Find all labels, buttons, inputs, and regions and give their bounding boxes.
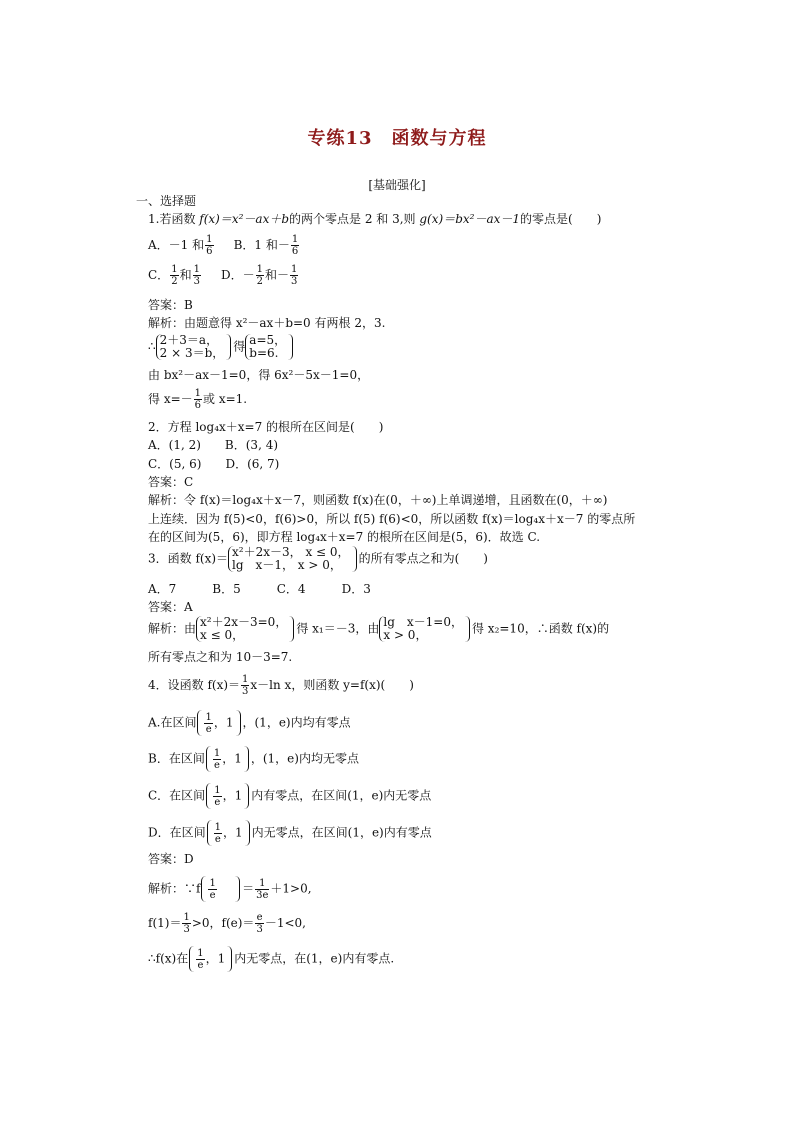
q4-option-a: A.在区间 $\frac{1}{e}$ ，1 ，(1，e)内均有零点 <box>148 711 351 735</box>
q4-solution-line2: f(1)＝ $\frac{1}{3}$ >0，f(e)＝ $\frac{e}{3}$ －1<0, <box>148 912 306 935</box>
q3-solution-line1: 解析：由 x²＋2x－3=0， x ≤ 0， 得 x₁＝－3，由 lg x－1=0， x > 0， 得 x₂=10，∴函数 f(x)的 <box>148 615 610 642</box>
q3-options: A．7 B．5 C．4 D．3 <box>148 582 371 596</box>
q2-solution-line2: 上连续．因为 f(5)<0，f(6)>0，所以 f(5) f(6)<0，所以函数 f(x)＝log₄x＋x－7 的零点所 <box>148 512 636 526</box>
q1-solution-system: ∴ 2＋3＝a， 2 × 3＝b， 得 a=5， b=6. <box>148 334 295 360</box>
q4-stem: 4．设函数 f(x)＝ $\frac{1}{3}$ x－ln x，则函数 y=f(x)( ) <box>148 674 414 697</box>
q4-option-b: B．在区间 $\frac{1}{e}$ ，1 ，(1，e)内均无零点 <box>148 747 359 771</box>
page-title: 专练13 函数与方程 <box>307 128 487 149</box>
q4-solution-line3: ∴f(x)在 $\frac{1}{e}$ ，1 内无零点，在(1，e)内有零点. <box>148 947 395 971</box>
q1-solution-line1: 解析：由题意得 x²－ax＋b=0 有两根 2，3. <box>148 316 386 330</box>
q3-stem: 3．函数 f(x)＝ x²＋2x－3， x ≤ 0， lg x－1， x > 0， 的所有零点之和为( ) <box>148 545 488 572</box>
q1-solution-line3: 由 bx²－ax－1=0，得 6x²－5x－1=0， <box>148 368 370 382</box>
q4-solution-line1: 解析：∵f $\frac{1}{e}$ ＝ $\frac{1}{3e}$ ＋1>0, <box>148 877 312 901</box>
q2-answer: 答案：C <box>148 475 194 489</box>
q4-answer: 答案：D <box>148 852 194 866</box>
q3-answer: 答案：A <box>148 600 193 614</box>
q1-answer: 答案：B <box>148 298 193 312</box>
q2-stem: 2．方程 log₄x＋x=7 的根所在区间是( ) <box>148 420 384 434</box>
section-heading: 一、选择题 <box>136 194 197 208</box>
q4-option-d: D．在区间 $\frac{1}{e}$ ，1 内无零点，在区间(1，e)内有零点 <box>148 821 432 845</box>
q2-options-cd: C．(5, 6) D．(6, 7) <box>148 457 280 471</box>
q4-option-c: C．在区间 $\frac{1}{e}$ ，1 内有零点，在区间(1，e)内无零点 <box>148 784 432 808</box>
q2-solution-line3: 在的区间为(5，6)，即方程 log₄x＋x=7 的根所在区间是(5，6)．故选 C. <box>148 530 541 544</box>
q3-solution-line2: 所有零点之和为 10－3=7. <box>148 650 293 664</box>
q1-solution-line4: 得 x=－ $\frac{1}{6}$ 或 x=1. <box>148 388 248 411</box>
q1-options-ab: A．－1 和 $\frac{1}{6}$ B．1 和－ $\frac{1}{6}$ <box>148 234 299 257</box>
q1-options-cd: C． $\frac{1}{2}$ 和 $\frac{1}{3}$ D．－ $\frac{1}{2}$ 和－ $\frac{1}{3}$ <box>148 264 298 287</box>
q1-stem: 1.若函数 f(x)＝x²－ax＋b的两个零点是 2 和 3,则 g(x)＝bx²－ax－1的零点是( ) <box>148 212 602 226</box>
section-subtitle: [基础强化] <box>368 178 426 192</box>
q2-solution-line1: 解析：令 f(x)＝log₄x＋x－7，则函数 f(x)在(0，＋∞)上单调递增，且函数在(0，＋∞) <box>148 493 608 507</box>
q2-options-ab: A．(1, 2) B．(3, 4) <box>148 438 279 452</box>
